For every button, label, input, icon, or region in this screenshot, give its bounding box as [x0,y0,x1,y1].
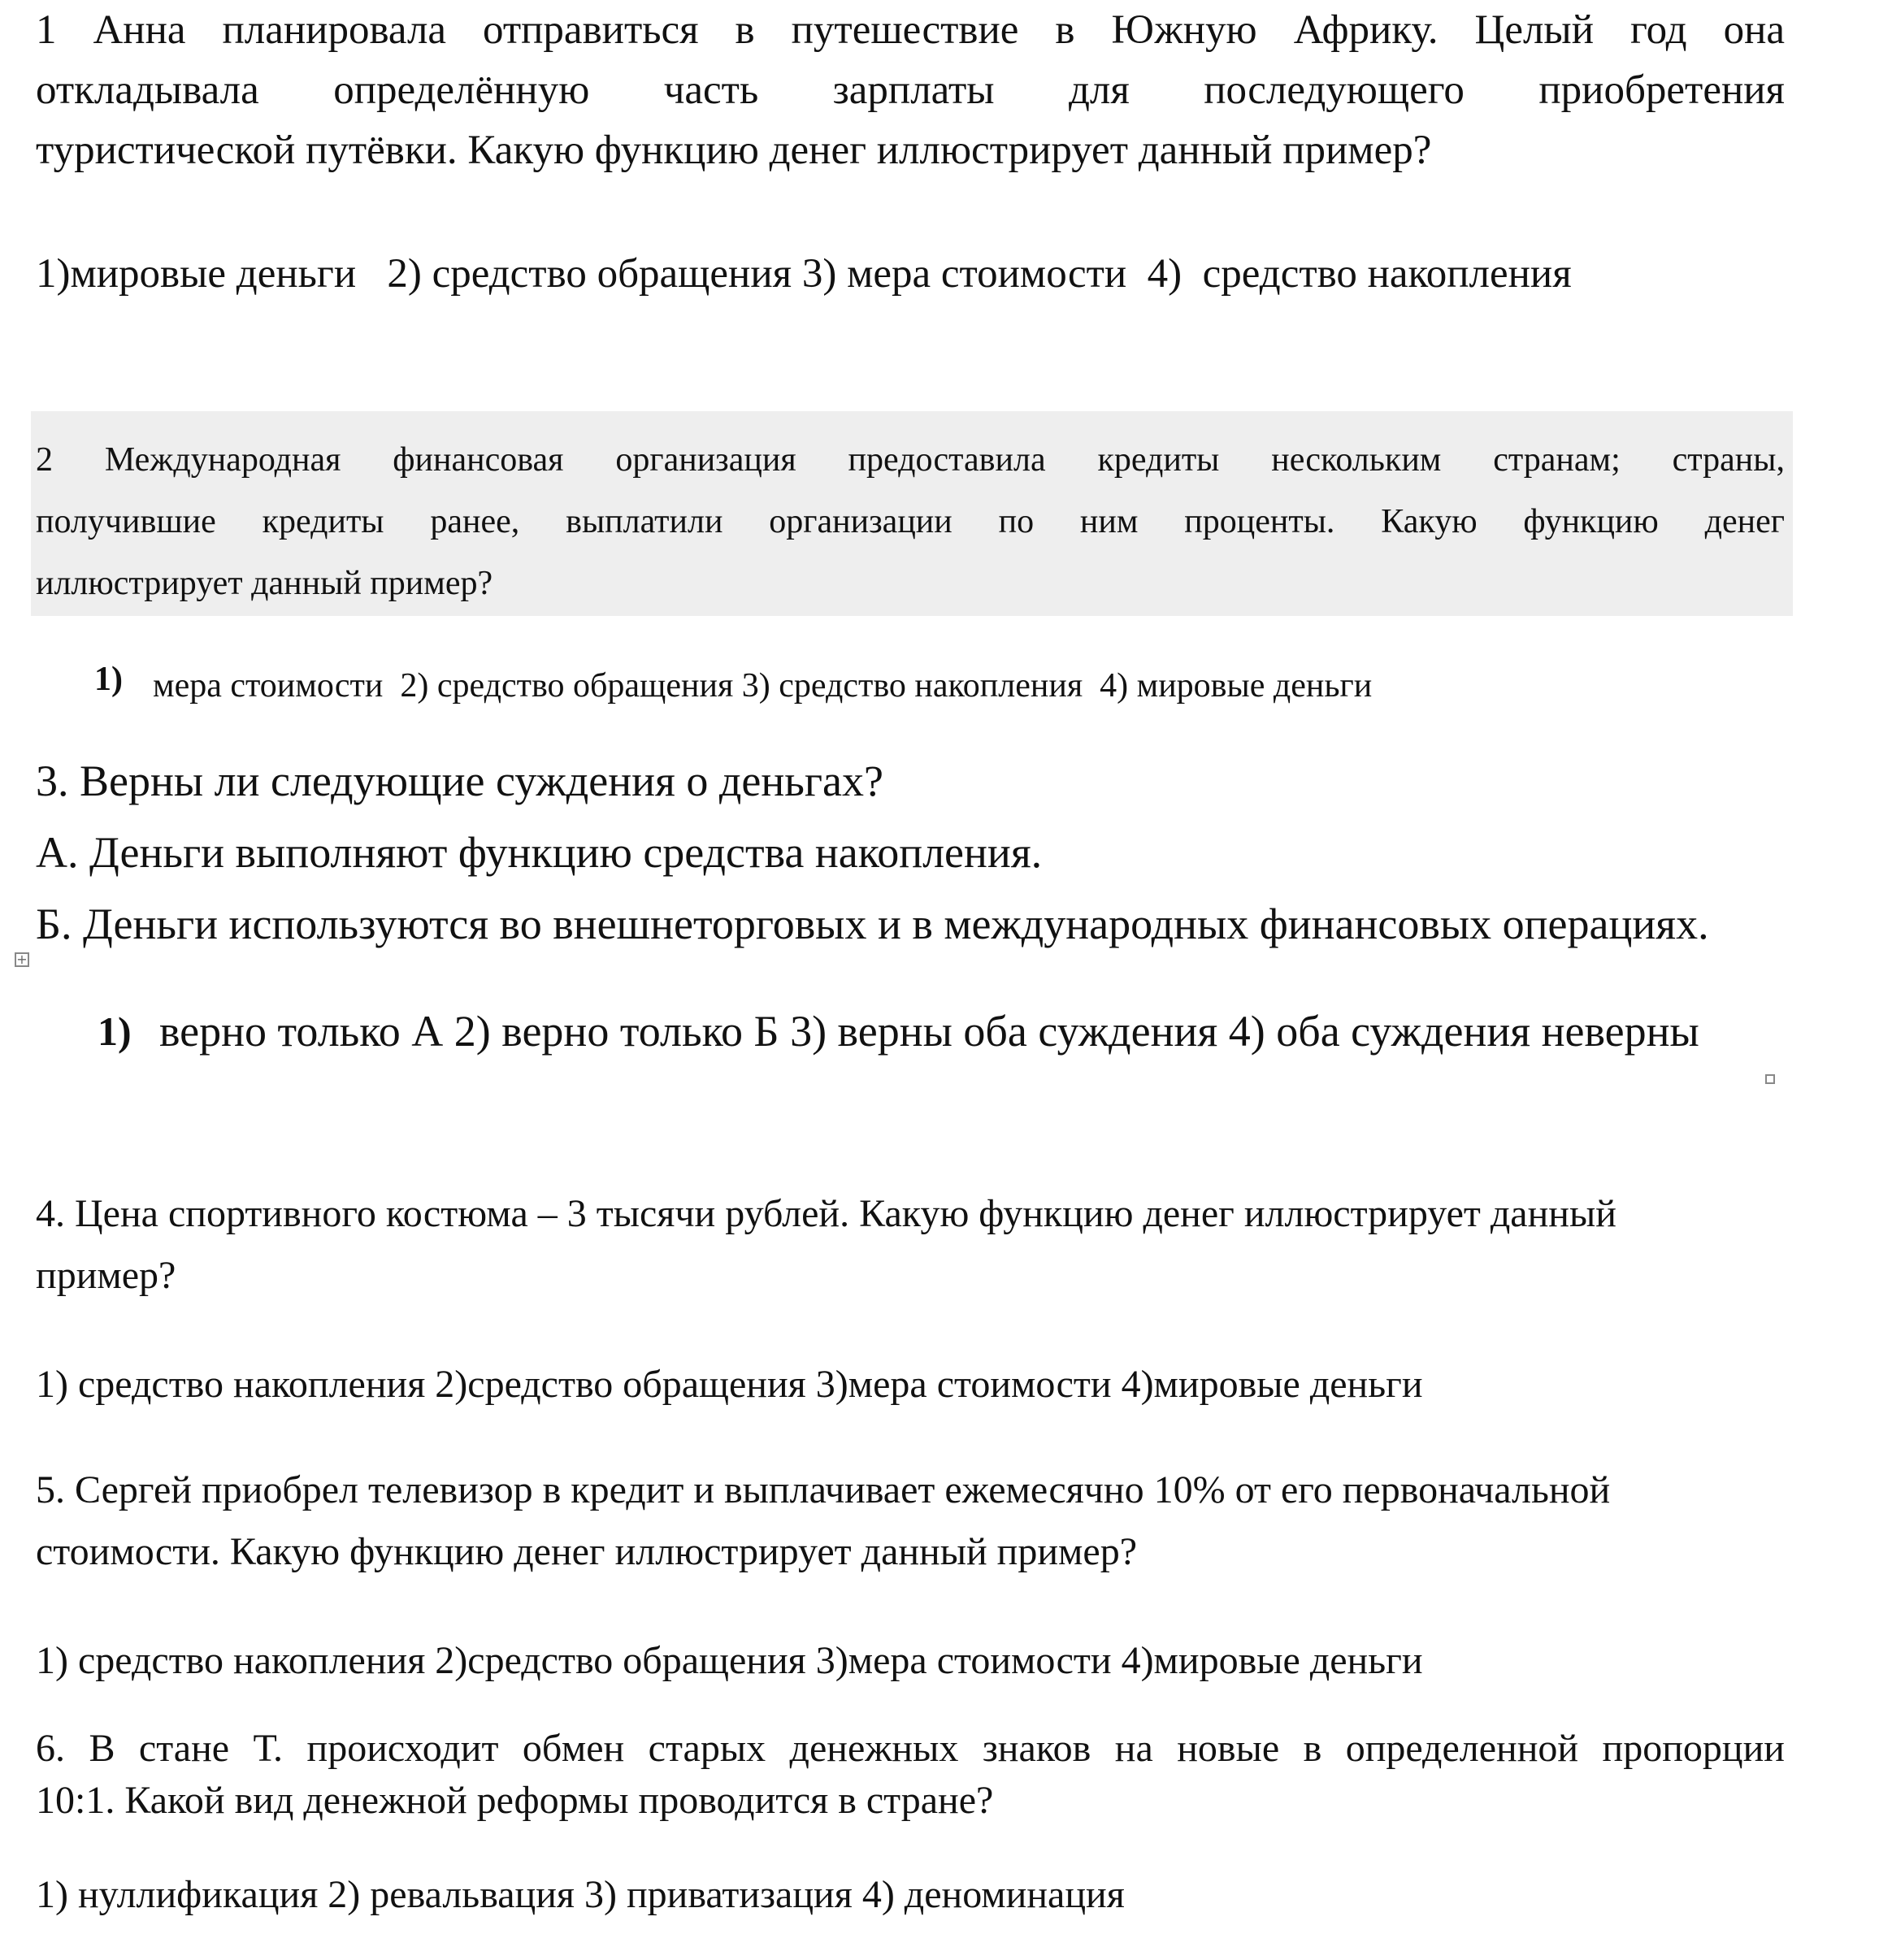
question-1-line: откладывала определённую часть зарплаты для последующего приобретения [36,67,1785,113]
question-6-line: 10:1. Какой вид денежной реформы проводится в стране? [36,1779,994,1822]
question-3-title: 3. Верны ли следующие суждения о деньгах? [36,757,883,805]
question-3-statement-a: А. Деньги выполняют функцию средства накопления. [36,828,1043,877]
question-5-options: 1) средство накопления 2)средство обращения 3)мера стоимости 4)мировые деньги [36,1639,1423,1682]
question-6-options: 1) нуллификация 2) ревальвация 3) приватизация 4) деноминация [36,1873,1125,1916]
question-1-line: туристической путёвки. Какую функцию денег иллюстрирует данный пример? [36,128,1432,173]
question-1-options: 1)мировые деньги 2) средство обращения 3) мера стоимости 4) средство накопления [36,251,1572,297]
question-1-line: 1 Анна планировала отправиться в путешествие в Южную Африку. Целый год она [36,7,1785,53]
question-4-options: 1) средство накопления 2)средство обращения 3)мера стоимости 4)мировые деньги [36,1363,1423,1406]
question-6-text [36,1723,1785,1827]
question-3-list-number: 1) [98,1008,132,1054]
question-4-line: 4. Цена спортивного костюма – 3 тысячи рублей. Какую функцию денег иллюстрирует данный [36,1192,1616,1235]
question-3-options: верно только А 2) верно только Б 3) верны оба суждения 4) оба суждения неверны [159,1007,1699,1056]
question-5-text [36,1459,1759,1583]
question-6-line: 6. В стане Т. происходит обмен старых денежных знаков на новые в определенной пропорции [36,1727,1785,1770]
question-2-options: мера стоимости 2) средство обращения 3) средство накопления 4) мировые деньги [153,667,1373,705]
question-4-line: пример? [36,1254,176,1297]
question-4-text [36,1183,1759,1307]
move-handle-icon[interactable]: + [15,952,29,967]
resize-handle-icon[interactable] [1765,1074,1775,1084]
question-1-text [36,0,1785,180]
question-3-statement-b: Б. Деньги используются во внешнеторговых и в международных финансовых операциях. [36,900,1709,948]
question-5-line: 5. Сергей приобрел телевизор в кредит и выплачивает ежемесячно 10% от его первоначальной [36,1468,1611,1511]
question-5-line: стоимости. Какую функцию денег иллюстрирует данный пример? [36,1530,1138,1573]
question-2-line: получившие кредиты ранее, выплатили организации по ним проценты. Какую функцию денег [36,503,1785,540]
question-2-list-number: 1) [94,661,123,698]
question-2-line: 2 Международная финансовая организация предоставила кредиты нескольким странам; страны, [36,441,1785,479]
question-2-text [36,429,1785,614]
question-2-line: иллюстрирует данный пример? [36,565,493,602]
